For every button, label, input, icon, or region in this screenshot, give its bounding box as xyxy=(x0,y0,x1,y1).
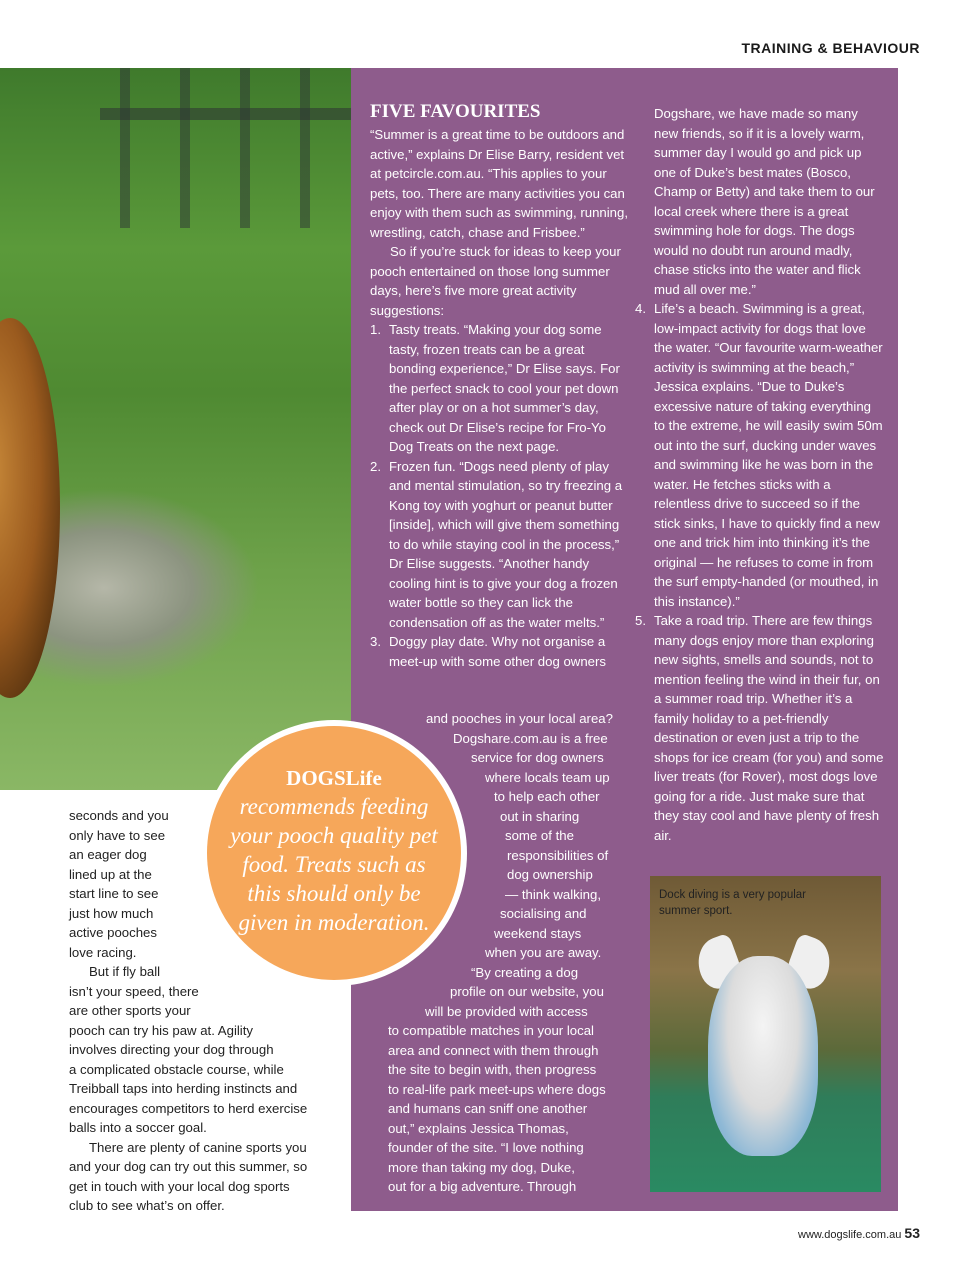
list-number: 1. xyxy=(370,322,381,337)
wrapped-line: some of the xyxy=(505,828,574,843)
wrapped-line: where locals team up xyxy=(485,769,610,785)
wrapped-line: out,” explains Jessica Thomas, xyxy=(388,1120,569,1136)
list-item xyxy=(635,299,885,611)
dock-diving-photo xyxy=(650,876,881,1192)
text-line: get in touch with your local dog sports xyxy=(69,1178,290,1194)
wrapped-line: — think walking, xyxy=(505,886,602,902)
text-line: active pooches xyxy=(69,925,157,940)
wrapped-line: responsibilities of xyxy=(507,847,609,863)
text-line: encourages competitors to herd exercise xyxy=(69,1100,308,1116)
list-text: Take a road trip. There are few things many dogs enjoy more than exploring new sights, smells and sounds, not to mention feeling the wind in their fur, on a summer road trip. Whether it’s a family holiday to a pet-friendly destination or even just a trip to the shops for ice cream (for you) and some liver treats (for Rover), most dogs love going for a ride. Just make sure that they stay cool and have plenty of fresh air. xyxy=(654,613,884,843)
list-text-line: meet-up with some other dog owners xyxy=(389,653,606,669)
text-line: are other sports your xyxy=(69,1003,191,1018)
text-line: love racing. xyxy=(69,944,137,960)
wrapped-line: Dogshare.com.au is a free xyxy=(453,730,608,746)
list-number: 4. xyxy=(635,301,646,316)
list-item xyxy=(635,611,885,845)
photo-caption: Dock diving is a very popular summer sport. xyxy=(659,889,807,917)
list-number: 3. xyxy=(370,634,381,649)
article-column-1 xyxy=(370,101,628,671)
list-number: 5. xyxy=(635,613,646,628)
text-line: just how much xyxy=(69,905,154,921)
text-line: There are plenty of canine sports you xyxy=(89,1139,307,1155)
callout-brand: DOGSLife xyxy=(286,766,382,790)
article-heading: FIVE FAVOURITES xyxy=(370,101,541,122)
text-line: Treibball taps into herding instincts and xyxy=(69,1081,298,1096)
callout-message: recommends feeding your pooch quality pet food. Treats such as this should only be given in moderation. xyxy=(230,794,438,935)
left-para-2 xyxy=(69,962,333,1138)
text-line: involves directing your dog through xyxy=(69,1042,274,1057)
wrapped-line: and pooches in your local area? xyxy=(426,711,613,726)
item-3-continued: Dogshare, we have made so many new friends, so if it is a lovely warm, summer day I would go and pick up one of Duke’s best mates (Bosco, Champ or Betty) and take them to our local creek where there is a great swimming hole for dogs. The dogs would no doubt run around madly, chase sticks into the water and flick mud all over me.” xyxy=(654,106,875,297)
photo-jumping-dog xyxy=(708,956,818,1156)
text-line: But if fly ball xyxy=(89,964,161,979)
left-para-3 xyxy=(69,1138,333,1216)
text-line: and your dog can try out this summer, so xyxy=(69,1159,308,1174)
list-text: Life’s a beach. Swimming is a great, low-impact activity for dogs that love the water. “Our favourite warm-weather activity is swimming at the beach,” Jessica explains. “Due to Duke’s excessive nature of taking everything to the extreme, he will easily swim 50m out into the surf, ducking under waves and swimming like he was born in the water. He fetches sticks with a relentless drive to succeed so if the stick sinks, I have to quickly find a new one and trick him into thinking it’s the original — he refuses to come in from the surf empty-handed (or mouthed, in this instance).” xyxy=(654,301,883,609)
wrapped-line: the site to begin with, then progress xyxy=(388,1062,597,1077)
text-line: balls into a soccer goal. xyxy=(69,1120,207,1135)
photo-fence-rail xyxy=(100,108,351,120)
page-number: 53 xyxy=(904,1225,920,1241)
callout-circle xyxy=(207,726,461,980)
list-item xyxy=(370,457,628,633)
dog-running-photo xyxy=(0,68,351,790)
text-line: isn’t your speed, there xyxy=(69,983,199,999)
text-line: seconds and you xyxy=(69,808,169,823)
text-line: start line to see xyxy=(69,886,159,901)
list-text: Frozen fun. “Dogs need plenty of play and mental stimulation, so try freezing a Kong toy with yoghurt or peanut butter [inside], which will give them something to do while staying cool in the process,” Dr Elise suggests. “Another handy cooling hint is to give your dog a frozen water bottle so they can lick the condensation off as the water melts.” xyxy=(389,458,623,630)
wrapped-line: area and connect with them through xyxy=(388,1042,599,1058)
wrapped-line: to help each other xyxy=(494,789,600,804)
photo-fence xyxy=(120,68,351,228)
text-line: a complicated obstacle course, while xyxy=(69,1061,284,1077)
list-text: Tasty treats. “Making your dog some tasty, frozen treats can be a great bonding experience,” Dr Elise says. For the perfect snack to cool your pet down after play or on a hot summer’s day, check out Dr Elise’s recipe for Fro-Yo Dog Treats on the next page. xyxy=(389,322,620,454)
wrapped-line: more than taking my dog, Duke, xyxy=(388,1159,575,1175)
wrapped-line: founder of the site. “I love nothing xyxy=(388,1140,584,1155)
wrapped-line: dog ownership xyxy=(507,867,593,882)
wrapped-line: service for dog owners xyxy=(471,750,604,765)
text-line: lined up at the xyxy=(69,866,152,882)
text-line: only have to see xyxy=(69,827,166,843)
wrapped-line: and humans can sniff one another xyxy=(388,1101,588,1116)
list-item xyxy=(370,320,628,457)
wrapped-line: will be provided with access xyxy=(425,1003,588,1019)
wrapped-line: when you are away. xyxy=(485,945,602,960)
list-item xyxy=(370,632,628,671)
article-column-2 xyxy=(635,104,885,845)
text-line: an eager dog xyxy=(69,847,147,862)
wrapped-line: weekend stays xyxy=(494,925,582,941)
wrapped-line: out in sharing xyxy=(500,808,580,824)
footer-url: www.dogslife.com.au xyxy=(798,1229,902,1241)
wrapped-line: “By creating a dog xyxy=(471,964,579,980)
list-text-line: Doggy play date. Why not organise a xyxy=(389,634,606,649)
wrapped-line: socialising and xyxy=(500,906,587,921)
wrapped-line: out for a big adventure. Through xyxy=(388,1179,577,1194)
wrapped-line: to real-life park meet-ups where dogs xyxy=(388,1081,606,1097)
list-number: 2. xyxy=(370,458,381,474)
article-intro-2: So if you’re stuck for ideas to keep your pooch entertained on those long summer days, here’s five more great activity suggestions: xyxy=(370,244,621,318)
wrapped-line: to compatible matches in your local xyxy=(388,1023,594,1038)
wrapped-line: profile on our website, you xyxy=(450,984,604,999)
text-line: club to see what’s on offer. xyxy=(69,1198,225,1213)
page-footer xyxy=(798,1225,920,1241)
article-intro: “Summer is a great time to be outdoors and active,” explains Dr Elise Barry, resident vet at petcircle.com.au. “This applies to your pets, too. There are many activities you can enjoy with them such as swimming, running, wrestling, catch, chase and Frisbee.” xyxy=(370,127,628,240)
text-line: pooch can try his paw at. Agility xyxy=(69,1022,253,1038)
section-label: TRAINING & BEHAVIOUR xyxy=(741,40,920,56)
